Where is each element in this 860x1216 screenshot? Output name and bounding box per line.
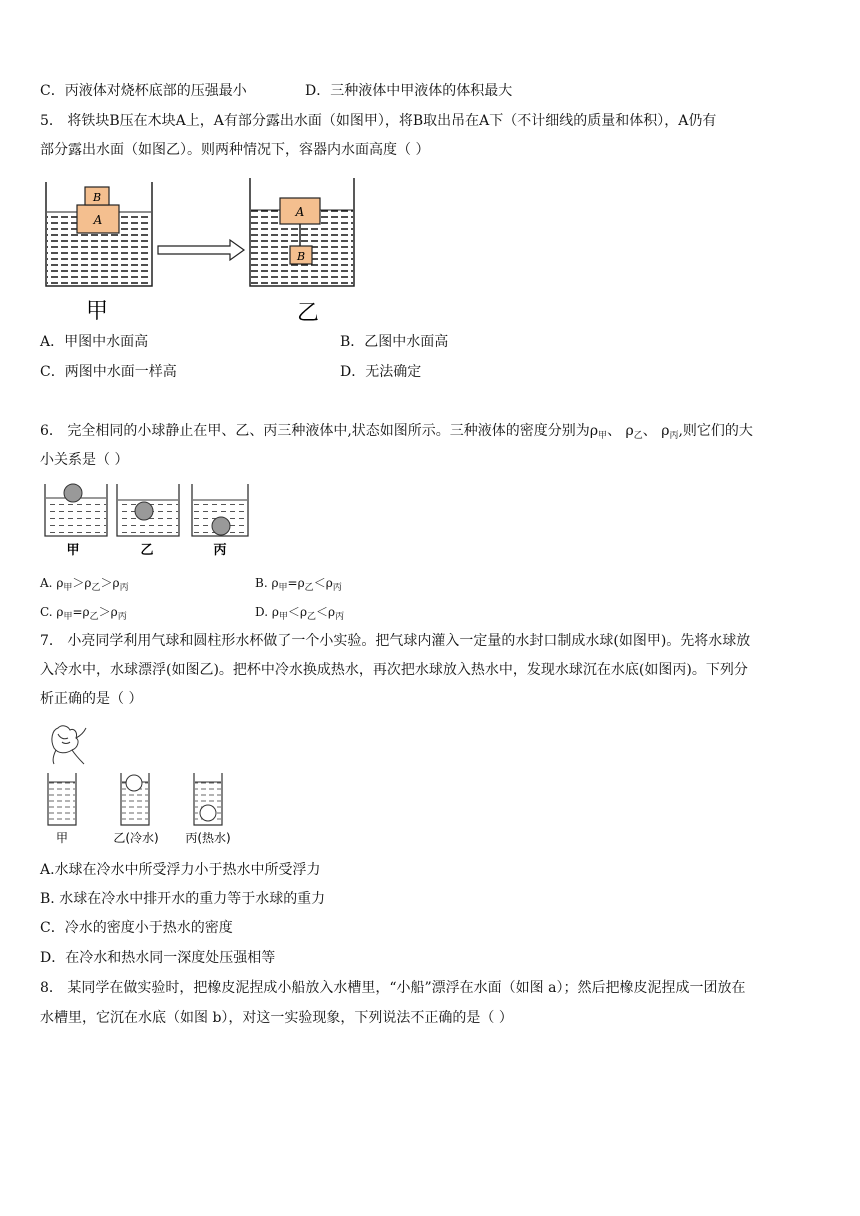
rho-symbol: ρ [82,605,90,619]
q5-option-b: B．乙图中水面高 [340,334,449,350]
water-ball [126,775,142,791]
q6-stem-text: ,则它们的大 [678,423,753,439]
q7-stem-line2: 入冷水中，水球漂浮(如图乙)。把杯中冷水换成热水，再次把水球放入热水中，发现水球沉在水底(如图丙)。下列分 [40,662,748,678]
rho-symbol: ρ [325,576,333,590]
rho-symbol: ρ [110,605,118,619]
operator: ＜ [313,576,326,590]
fig-label-yi: 乙 [296,301,320,326]
label-yi: 乙 [140,543,154,558]
beaker-yi [117,484,179,536]
ball [135,502,153,520]
rho-symbol: ρ [299,605,307,619]
block-b-label: B [92,191,102,204]
q8-stem-line2: 水槽里，它沉在水底（如图 b），对这一实验现象，下列说法不正确的是（ ） [40,1010,513,1026]
q7-option-b: B. 水球在冷水中排开水的重力等于水球的重力 [40,891,326,907]
rho-subscript: 丙 [119,583,129,593]
operator: ＞ [98,605,111,619]
operator: ＞ [72,576,85,590]
rho-symbol: ρ [56,576,64,590]
q7-option-d: D．在冷水和热水同一深度处压强相等 [40,950,276,966]
q6-figure [40,480,260,560]
rho-symbol: ρ [56,605,64,619]
operator: ＜ [316,605,329,619]
rho-symbol: ρ [625,423,634,439]
arrow-icon [158,240,244,260]
q7-figure [40,720,240,850]
label-bing: 丙 [213,543,227,558]
separator: 、 [607,423,622,439]
beaker-jia [45,484,107,536]
q6-option-c [40,602,127,627]
block-a-label: A [295,205,305,219]
rho-subscript: 乙 [307,612,317,622]
q5-stem-line2: 部分露出水面（如图乙）。则两种情况下，容器内水面高度（ ） [40,142,430,158]
fig-label-jia: 甲 [85,299,109,324]
q5-option-d: D．无法确定 [340,364,422,380]
label-jia: 甲 [55,831,69,845]
rho-subscript: 乙 [304,583,314,593]
rho-symbol: ρ [661,423,670,439]
rho-subscript: 甲 [63,612,73,622]
option-prefix: C. [40,605,53,619]
water-ball [200,805,216,821]
rho-subscript: 丙 [117,612,127,622]
q6-option-d [255,602,344,627]
q6-stem-line1 [40,421,753,446]
rho-subscript: 甲 [278,612,288,622]
rho-symbol: ρ [328,605,336,619]
q7-stem-line1: 7． 小亮同学利用气球和圆柱形水杯做了一个小实验。把气球内灌入一定量的水封口制成水球(如图甲)。先将水球放 [40,633,751,649]
q4-option-d: D．三种液体中甲液体的体积最大 [305,83,513,99]
q7-option-c: C．冷水的密度小于热水的密度 [40,920,233,936]
q6-stem-line2: 小关系是（ ） [40,452,129,468]
label-bing: 丙(热水) [185,831,231,845]
rho-symbol: ρ [271,605,279,619]
label-yi: 乙(冷水) [113,831,159,845]
operator: ＜ [287,605,300,619]
block-b-label: B [296,250,306,263]
option-prefix: D. [255,605,269,619]
q5-option-a: A．甲图中水面高 [40,334,149,350]
q7-option-a: A.水球在冷水中所受浮力小于热水中所受浮力 [40,862,321,878]
q5-stem-line1: 5． 将铁块B压在木块A上，A有部分露出水面（如图甲），将B取出吊在A下（不计细线的质量和体积），A仍有 [40,113,717,129]
option-prefix: A. [40,576,53,590]
q7-stem-line3: 析正确的是（ ） [40,691,143,707]
ball [212,517,230,535]
rho-subscript: 丙 [335,612,345,622]
rho-symbol: ρ [112,576,120,590]
q6-option-a [40,573,129,598]
rho-subscript: 乙 [91,583,101,593]
rho-subscript: 乙 [89,612,99,622]
block-a-label: A [93,213,103,227]
rho-subscript: 甲 [598,431,608,441]
q4-option-c: C．丙液体对烧杯底部的压强最小 [40,83,247,99]
q5-figure [40,178,360,326]
rho-symbol: ρ [589,423,599,439]
beaker-bing [192,484,248,536]
hand-icon [52,726,86,764]
rho-symbol: ρ [297,576,305,590]
operator: = [287,576,298,590]
rho-symbol: ρ [84,576,92,590]
q5-option-c: C．两图中水面一样高 [40,364,177,380]
rho-subscript: 丙 [332,583,342,593]
beaker-jia [48,773,76,825]
q6-stem-text: 6． 完全相同的小球静止在甲、乙、丙三种液体中,状态如图所示。三种液体的密度分别为 [40,423,590,439]
rho-subscript: 乙 [633,431,643,441]
operator: ＞ [100,576,113,590]
beaker-bing [194,773,222,825]
beaker-yi [250,178,354,286]
beaker-yi [121,773,149,825]
rho-subscript: 甲 [63,583,73,593]
ball [64,484,82,502]
operator: = [72,605,83,619]
q6-option-b [255,573,342,598]
rho-symbol: ρ [271,576,279,590]
rho-subscript: 丙 [669,431,679,441]
rho-subscript: 甲 [278,583,288,593]
beaker-jia [46,182,152,286]
label-jia: 甲 [66,543,80,558]
option-prefix: B. [255,576,268,590]
separator: 、 [642,423,657,439]
q8-stem-line1: 8． 某同学在做实验时，把橡皮泥捏成小船放入水槽里，“小船”漂浮在水面（如图 a）；然后把橡皮泥捏成一团放在 [40,980,746,996]
